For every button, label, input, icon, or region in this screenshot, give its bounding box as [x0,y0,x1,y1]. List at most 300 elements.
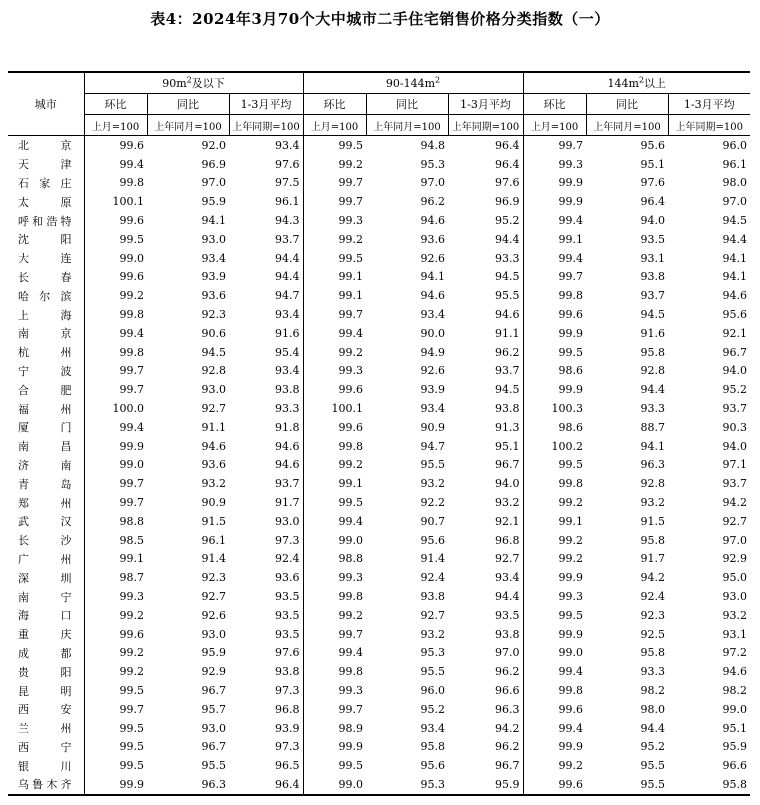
index-value: 99.1 [119,552,144,566]
base-header: 上月=100 [84,115,147,136]
index-value: 99.0 [303,775,366,795]
index-value: 94.7 [420,439,446,453]
index-value: 92.2 [420,496,446,510]
index-value: 99.5 [338,496,364,510]
index-value: 90.9 [420,420,446,434]
index-value: 94.2 [640,571,666,585]
base-header-row [8,115,750,136]
city-name: 乌鲁木齐 [8,775,84,795]
index-value: 99.3 [119,590,144,604]
index-value: 94.6 [420,289,446,303]
index-value: 99.5 [558,608,584,622]
index-value: 92.9 [722,552,748,566]
index-value: 98.0 [640,702,666,716]
index-value: 93.7 [722,477,748,491]
index-value: 93.2 [420,477,446,491]
group-header-large: $144m^2$以上 [523,72,750,94]
subcolumn-header: 同比 [586,94,668,115]
index-value: 96.2 [448,343,523,362]
index-value: 97.6 [448,174,523,193]
index-value: 97.0 [722,533,748,547]
index-value: 99.8 [119,308,144,322]
index-value: 96.1 [201,533,226,547]
table-row [8,456,750,475]
index-value: 93.7 [722,402,748,416]
index-value: 99.5 [338,251,364,265]
base-header: 上月=100 [303,115,366,136]
index-value: 91.1 [201,420,226,434]
table-row [8,550,750,569]
index-value: 94.8 [420,138,446,152]
index-value: 94.4 [722,232,748,246]
index-value: 95.5 [201,759,226,773]
index-value: 97.3 [229,531,303,550]
index-value: 93.3 [448,249,523,268]
index-value: 99.2 [119,608,144,622]
index-value: 94.4 [229,249,303,268]
index-value: 95.1 [722,721,748,735]
index-value: 93.2 [420,627,446,641]
index-value: 92.6 [420,364,446,378]
table-row [8,568,750,587]
index-value: 99.7 [338,176,364,190]
index-value: 96.2 [448,662,523,681]
index-value: 92.7 [420,608,446,622]
index-value: 99.8 [338,439,364,453]
index-value: 98.7 [119,571,144,585]
index-value: 95.4 [229,343,303,362]
table-row [8,644,750,663]
index-value: 99.1 [338,270,364,284]
index-value: 99.5 [338,759,364,773]
index-value: 93.6 [420,232,446,246]
index-value: 94.6 [722,665,748,679]
index-value: 99.9 [558,383,584,397]
table-row [8,305,750,324]
index-value: 96.6 [448,681,523,700]
index-value: 94.4 [229,268,303,287]
index-value: 97.3 [229,738,303,757]
index-value: 98.2 [640,684,666,697]
index-value: 94.0 [448,474,523,493]
index-value: 94.6 [229,437,303,456]
table-row [8,700,750,719]
index-value: 99.3 [558,590,584,604]
index-value: 95.9 [448,775,523,795]
table-row [8,681,750,700]
index-value: 93.6 [201,289,226,303]
index-value: 99.2 [119,665,144,679]
index-value: 91.4 [201,552,226,566]
index-value: 93.8 [448,399,523,418]
table-header [8,72,750,136]
index-value: 91.1 [448,324,523,343]
index-value: 92.4 [229,550,303,569]
index-value: 93.5 [229,606,303,625]
index-value: 94.0 [722,364,748,378]
city-name: 武汉 [8,512,84,531]
city-name: 银川 [8,756,84,775]
index-value: 92.0 [201,138,226,152]
index-value: 93.4 [229,305,303,324]
index-value: 97.1 [722,458,748,472]
index-value: 99.2 [338,458,364,472]
table-row [8,399,750,418]
index-value: 94.5 [201,345,226,359]
index-value: 99.8 [119,345,144,359]
index-value: 98.5 [119,533,144,547]
city-name: 哈尔滨 [8,286,84,305]
index-value: 99.2 [338,232,364,246]
index-value: 99.4 [119,157,144,171]
price-index-table [8,71,750,796]
index-value: 93.6 [201,458,226,472]
index-value: 99.8 [558,684,584,697]
city-name: 重庆 [8,625,84,644]
city-name: 南昌 [8,437,84,456]
index-value: 98.8 [119,514,144,528]
index-value: 99.5 [119,232,144,246]
table-row [8,512,750,531]
index-value: 99.7 [338,702,364,716]
city-name: 石家庄 [8,174,84,193]
index-value: 96.1 [722,157,748,171]
index-value: 99.6 [523,775,586,795]
table-row [8,719,750,738]
index-value: 99.2 [338,345,364,359]
index-value: 92.7 [448,550,523,569]
index-value: 93.9 [420,383,446,397]
index-value: 92.9 [201,665,226,679]
table-row [8,268,750,287]
index-value: 99.2 [558,552,584,566]
city-name: 深圳 [8,568,84,587]
table-row [8,531,750,550]
index-value: 99.5 [558,345,584,359]
index-value: 94.4 [640,383,666,397]
index-value: 91.5 [640,514,666,528]
city-name: 昆明 [8,681,84,700]
index-value: 94.6 [229,456,303,475]
table-row [8,174,750,193]
index-value: 95.5 [586,775,668,795]
table-row [8,738,750,757]
city-name: 济南 [8,456,84,475]
index-value: 99.2 [338,157,364,171]
subcolumn-header-row [8,94,750,115]
index-value: 94.6 [448,305,523,324]
index-value: 99.7 [119,702,144,716]
index-value: 94.1 [201,214,226,228]
city-name: 天津 [8,155,84,174]
index-value: 99.9 [558,195,584,209]
table-row [8,324,750,343]
index-value: 97.6 [229,644,303,663]
index-value: 95.8 [640,533,666,547]
table-row [8,437,750,456]
index-value: 96.5 [229,756,303,775]
index-value: 99.2 [558,533,584,547]
index-value: 99.2 [558,759,584,773]
table-row [8,662,750,681]
index-value: 95.5 [448,286,523,305]
table-row [8,587,750,606]
index-value: 94.0 [722,439,748,453]
base-header: 上月=100 [523,115,586,136]
index-value: 99.0 [338,533,364,547]
index-value: 93.2 [448,493,523,512]
index-value: 91.7 [229,493,303,512]
page-title: 表4：2024年3月70个大中城市二手住宅销售价格分类指数（一） [150,10,610,28]
table-row [8,606,750,625]
index-value: 94.3 [229,211,303,230]
index-value: 99.6 [119,270,144,284]
index-value: 94.1 [640,439,666,453]
index-value: 95.8 [640,345,666,359]
index-value: 99.4 [338,326,364,340]
index-value: 92.7 [722,514,748,528]
index-value: 90.6 [201,326,226,340]
index-value: 93.3 [229,399,303,418]
index-value: 91.6 [229,324,303,343]
index-value: 99.1 [558,232,584,246]
city-name: 广州 [8,550,84,569]
index-value: 99.8 [558,289,584,303]
index-value: 96.4 [229,775,303,795]
city-name: 郑州 [8,493,84,512]
index-value: 96.2 [420,195,446,209]
index-value: 99.4 [558,214,584,228]
index-value: 99.5 [338,138,364,152]
index-value: 95.5 [420,665,446,679]
index-value: 94.4 [448,587,523,606]
index-value: 100.0 [112,402,144,416]
index-value: 92.4 [420,571,446,585]
index-value: 94.0 [640,214,666,228]
city-name: 贵阳 [8,662,84,681]
index-value: 93.4 [229,362,303,381]
index-value: 99.1 [558,514,584,528]
city-name: 宁波 [8,362,84,381]
index-value: 91.6 [640,326,666,340]
index-value: 94.6 [722,289,748,303]
index-value: 95.5 [640,759,666,773]
subcolumn-header: 1-3月平均 [448,94,523,115]
index-value: 98.0 [722,176,748,190]
city-name: 西宁 [8,738,84,757]
index-value: 92.7 [201,402,226,416]
index-value: 99.2 [558,496,584,510]
city-name: 福州 [8,399,84,418]
city-name: 西安 [8,700,84,719]
index-value: 93.4 [448,568,523,587]
table-row [8,192,750,211]
index-value: 93.5 [640,232,666,246]
index-value: 92.3 [640,608,666,622]
index-value: 99.4 [558,251,584,265]
index-value: 92.3 [201,571,226,585]
index-value: 94.4 [448,230,523,249]
index-value: 99.4 [338,514,364,528]
index-value: 99.9 [558,176,584,190]
index-value: 92.4 [640,590,666,604]
index-value: 94.6 [201,439,226,453]
index-value: 98.6 [558,364,584,378]
index-value: 93.8 [420,590,446,604]
index-value: 93.5 [229,625,303,644]
index-value: 93.8 [448,625,523,644]
city-name: 大连 [8,249,84,268]
index-value: 93.5 [448,606,523,625]
index-value: 99.6 [558,308,584,322]
index-value: 94.2 [448,719,523,738]
table-row [8,136,750,155]
index-value: 99.0 [558,646,584,660]
index-value: 95.2 [420,702,446,716]
index-value: 99.3 [338,684,364,697]
index-value: 99.7 [119,364,144,378]
index-value: 95.3 [420,157,446,171]
index-value: 88.7 [640,420,666,434]
group-header-small: $90m^2$及以下 [84,72,303,94]
index-value: 92.3 [201,308,226,322]
index-value: 93.0 [229,512,303,531]
index-value: 100.2 [551,439,584,453]
index-value: 93.2 [722,608,748,622]
index-value: 94.5 [448,380,523,399]
index-value: 93.8 [640,270,666,284]
index-value: 95.0 [722,571,748,585]
subcolumn-header: 1-3月平均 [229,94,303,115]
index-value: 96.8 [448,531,523,550]
index-value: 92.7 [201,590,226,604]
index-value: 94.6 [420,214,446,228]
index-value: 93.4 [420,721,446,735]
index-value: 94.5 [448,268,523,287]
index-value: 95.8 [668,775,750,795]
index-value: 93.7 [229,474,303,493]
index-value: 99.3 [338,364,364,378]
table-row [8,625,750,644]
index-value: 99.5 [119,684,144,697]
index-value: 90.7 [420,514,446,528]
subcolumn-header: 1-3月平均 [668,94,750,115]
index-value: 90.3 [722,420,748,434]
index-value: 95.5 [420,458,446,472]
index-value: 99.2 [119,289,144,303]
index-value: 97.2 [722,646,748,660]
city-name: 南京 [8,324,84,343]
index-value: 99.7 [338,308,364,322]
index-value: 92.6 [420,251,446,265]
index-value: 92.8 [640,364,666,378]
index-value: 96.9 [448,192,523,211]
index-value: 99.7 [558,270,584,284]
index-value: 99.0 [119,251,144,265]
index-value: 97.0 [448,644,523,663]
subcolumn-header: 环比 [84,94,147,115]
index-value: 92.1 [448,512,523,531]
index-value: 96.4 [448,136,523,155]
table-row [8,775,750,795]
index-value: 97.6 [229,155,303,174]
subcolumn-header: 环比 [303,94,366,115]
index-value: 90.9 [201,496,226,510]
index-value: 99.6 [558,702,584,716]
index-value: 95.2 [448,211,523,230]
index-value: 96.3 [147,775,229,795]
index-value: 98.8 [338,552,364,566]
index-value: 96.2 [448,738,523,757]
index-value: 99.1 [338,477,364,491]
index-value: 99.7 [338,195,364,209]
city-name: 沈阳 [8,230,84,249]
index-value: 99.4 [119,326,144,340]
index-value: 93.2 [201,477,226,491]
index-value: 99.6 [119,138,144,152]
index-value: 95.1 [448,437,523,456]
index-value: 93.6 [229,568,303,587]
index-value: 98.9 [338,721,364,735]
table-row [8,155,750,174]
index-value: 99.9 [558,326,584,340]
index-value: 99.7 [119,477,144,491]
index-value: 93.7 [229,230,303,249]
table-row [8,474,750,493]
index-value: 93.9 [201,270,226,284]
group-header-medium: $90-144m^2$ [303,72,523,94]
table-row [8,380,750,399]
index-value: 93.3 [640,402,666,416]
index-value: 94.4 [640,721,666,735]
city-name: 长春 [8,268,84,287]
index-value: 99.6 [338,383,364,397]
city-name: 长沙 [8,531,84,550]
table-row [8,362,750,381]
index-value: 95.2 [640,740,666,754]
index-value: 96.3 [448,700,523,719]
index-value: 99.3 [338,571,364,585]
table-body [8,136,750,795]
index-value: 99.4 [119,420,144,434]
index-value: 99.8 [119,176,144,190]
index-value: 94.5 [722,214,748,228]
index-value: 96.3 [640,458,666,472]
table-row [8,756,750,775]
city-name: 青岛 [8,474,84,493]
index-value: 96.0 [420,684,446,697]
index-value: 99.8 [338,665,364,679]
index-value: 93.8 [229,380,303,399]
table-row [8,230,750,249]
index-value: 99.2 [119,646,144,660]
index-value: 94.1 [722,270,748,284]
index-value: 99.7 [119,383,144,397]
index-value: 97.5 [229,174,303,193]
city-name: 兰州 [8,719,84,738]
index-value: 93.0 [722,590,748,604]
index-value: 96.8 [229,700,303,719]
city-name: 杭州 [8,343,84,362]
index-value: 99.9 [84,775,147,795]
base-header: 上年同月=100 [147,115,229,136]
index-value: 93.1 [722,627,748,641]
index-value: 99.6 [119,627,144,641]
base-header: 上年同期=100 [668,115,750,136]
table-row [8,418,750,437]
index-value: 97.3 [229,681,303,700]
index-value: 100.1 [331,402,364,416]
